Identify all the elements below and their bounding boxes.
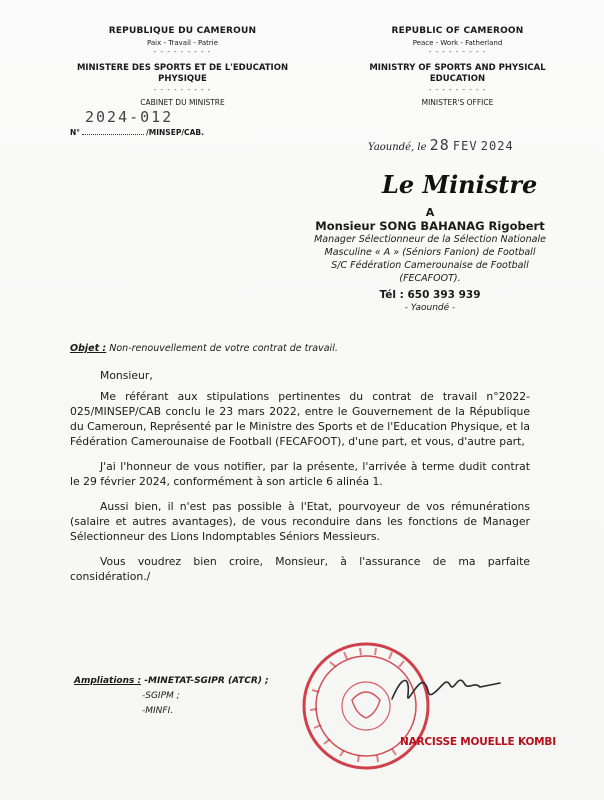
date-day: 28 xyxy=(429,136,450,154)
recipient-name: Monsieur SONG BAHANAG Rigobert xyxy=(315,219,545,233)
reference-dotted-line xyxy=(82,134,144,135)
reference-line xyxy=(70,128,204,137)
recipient-role-line: (FECAFOOT). xyxy=(399,273,461,284)
header-divider: - - - - - - - - - xyxy=(153,86,212,94)
ministry-name-fr: MINISTERE DES SPORTS ET DE L'EDUCATION PHYSIQUE xyxy=(76,63,289,84)
ampliation-item: -MINETAT-SGIPR (ATCR) ; xyxy=(144,676,269,686)
recipient-role-line: Masculine « A » (Séniors Fanion) de Football xyxy=(324,247,536,258)
subject-line xyxy=(70,343,338,354)
ampliation-item: -SGIPM ; xyxy=(142,691,180,701)
header-left-french xyxy=(70,26,295,107)
ampliations-block xyxy=(74,674,269,719)
ampliation-item: -MINFI. xyxy=(142,706,174,716)
motto-en: Peace - Work - Fatherland xyxy=(412,39,503,47)
closing-paragraph: Vous voudrez bien croire, Monsieur, à l'assurance de ma parfaite considération./ xyxy=(70,555,530,583)
handwritten-signature xyxy=(388,665,508,715)
date-place: Yaoundé, le xyxy=(368,142,427,153)
letter-body xyxy=(70,368,530,584)
recipient-phone: Tél : 650 393 939 xyxy=(379,289,481,301)
recipient-role-line: Manager Sélectionneur de la Sélection Nationale xyxy=(314,234,546,245)
signatory-name: NARCISSE MOUELLE KOMBI xyxy=(400,736,556,748)
header-divider: - - - - - - - - - xyxy=(428,86,487,94)
body-paragraph-2: J'ai l'honneur de vous notifier, par la présente, l'arrivée à terme dudit contrat le 29 février 2024, conformément à son article 6 alinéa 1. xyxy=(70,460,530,488)
date-year: 2024 xyxy=(480,139,514,153)
recipient-to: A xyxy=(425,206,435,219)
salutation: Monsieur, xyxy=(100,369,153,382)
reference-suffix: /MINSEP/CAB. xyxy=(146,128,204,137)
country-name-fr: REPUBLIQUE DU CAMEROUN xyxy=(108,26,257,36)
header-right-english xyxy=(345,26,570,107)
header-divider: - - - - - - - - - xyxy=(153,48,212,56)
motto-fr: Paix - Travail - Patrie xyxy=(146,39,219,47)
body-paragraph-3: Aussi bien, il n'est pas possible à l'Etat, pourvoyeur de vos rémunérations (salaire et autres avantages), de vous reconduire dans les fonctions de Manager Sélectionneur des Lions Indomptables Séniors Messieurs. xyxy=(70,500,530,543)
recipient-role-line: S/C Fédération Camerounaise de Football xyxy=(331,260,529,271)
header-divider: - - - - - - - - - xyxy=(428,48,487,56)
reference-number-stamp: 2024-012 xyxy=(85,108,174,126)
recipient-city: - Yaoundé - xyxy=(404,303,456,313)
ampliations-label: Ampliations : xyxy=(74,676,142,686)
recipient-block xyxy=(300,206,560,313)
date-line xyxy=(368,136,514,154)
body-paragraph-1: Me référant aux stipulations pertinentes du contrat de travail n°2022-025/MINSEP/CAB conclu le 23 mars 2022, entre le Gouvernement de la République du Cameroun, Représenté par le Ministre des Sports et de l'Education Physique, et la Fédération Camerounaise de Football (FECAFOOT), d'une part, et vous, d'autre part, xyxy=(70,390,530,448)
subject-label: Objet : xyxy=(70,343,107,354)
ministry-name-en: MINISTRY OF SPORTS AND PHYSICAL EDUCATION xyxy=(369,63,546,84)
office-name-fr: CABINET DU MINISTRE xyxy=(140,98,225,107)
country-name-en: REPUBLIC OF CAMEROON xyxy=(391,26,524,36)
subject-text: Non-renouvellement de votre contrat de travail. xyxy=(109,343,338,354)
date-month: FEV xyxy=(452,139,478,153)
office-name-en: MINISTER'S OFFICE xyxy=(421,98,494,107)
sender-title: Le Ministre xyxy=(382,170,538,199)
reference-prefix: N° xyxy=(70,128,81,137)
